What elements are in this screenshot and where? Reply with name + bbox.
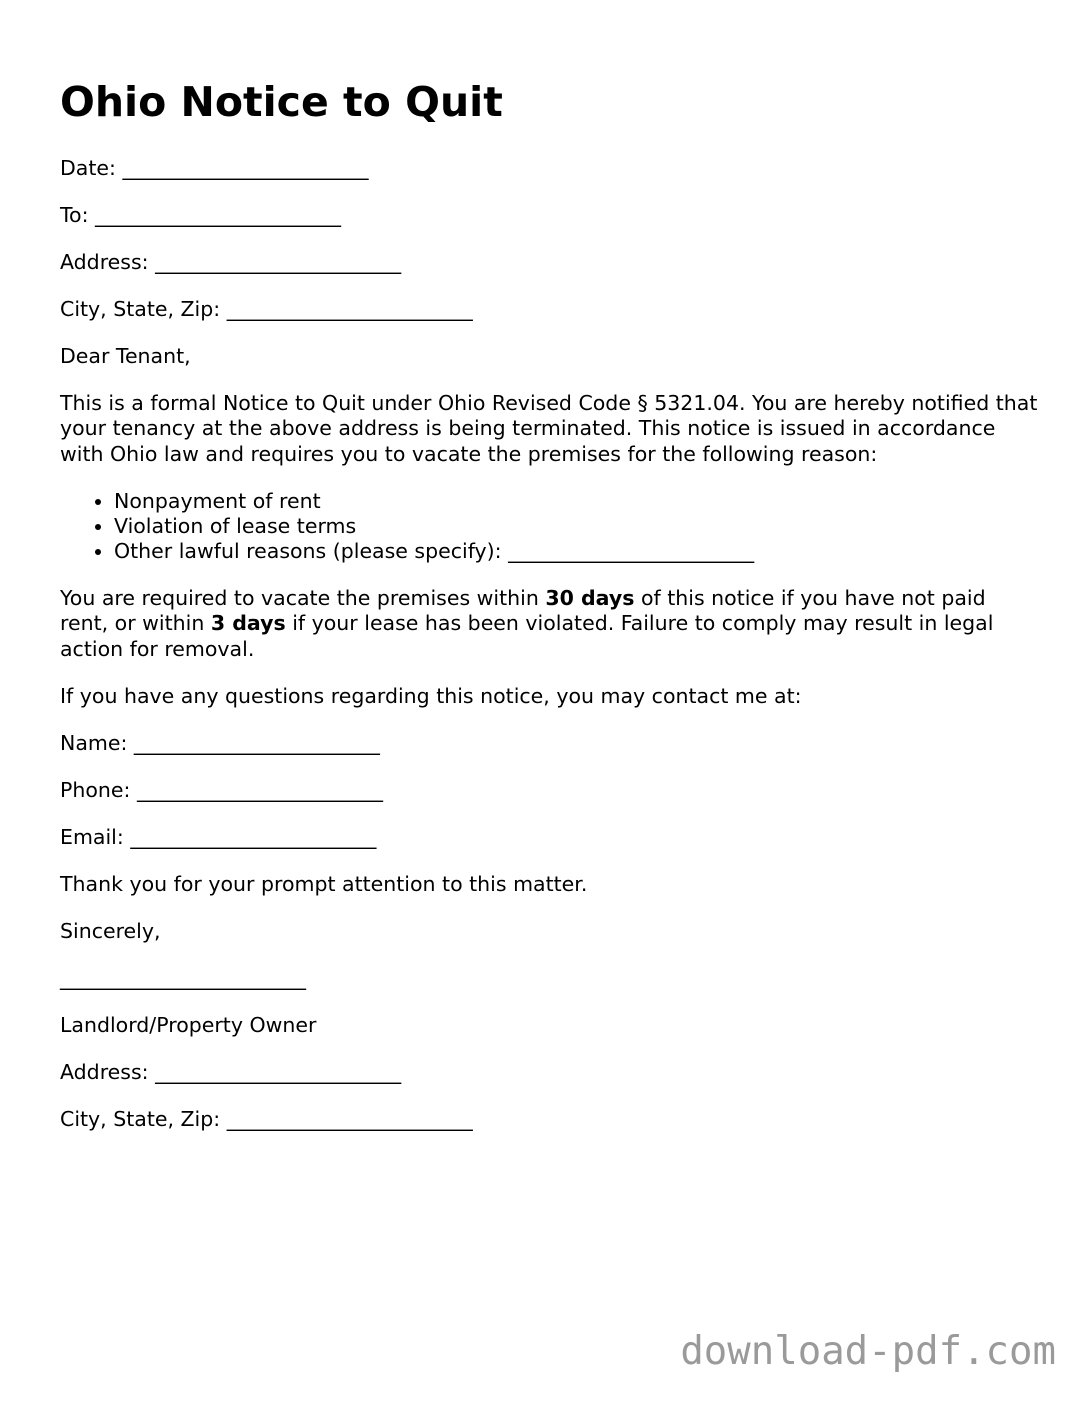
closing: Sincerely, [60, 918, 161, 943]
list-item [114, 539, 1040, 564]
tenant-city-state-zip-label: City, State, Zip: [60, 296, 221, 321]
vacate-days-violation: 3 days [210, 611, 286, 636]
email-label: Email: [60, 824, 124, 849]
date-label: Date: [60, 156, 116, 180]
signer-role: Landlord/Property Owner [60, 1012, 317, 1037]
reason-lease-violation: Violation of lease terms [114, 513, 357, 538]
document-body [60, 156, 1040, 1132]
reason-other: Other lawful reasons (please specify): [114, 539, 502, 564]
tenant-city-state-zip-blank: ________________________ [226, 296, 473, 321]
reasons-list [60, 489, 1040, 565]
name-field [60, 731, 1040, 756]
email-field [60, 825, 1040, 850]
vacate-paragraph [60, 586, 1040, 662]
watermark-text: download-pdf.com [680, 1329, 1056, 1374]
landlord-city-state-zip-blank: ________________________ [226, 1106, 473, 1131]
signature-blank: ________________________ [60, 965, 306, 990]
landlord-city-state-zip-label: City, State, Zip: [60, 1106, 221, 1131]
vacate-text-2: of this notice if you have not paid rent, or within [60, 586, 986, 636]
vacate-days-nonpayment: 30 days [545, 586, 635, 611]
date-field [60, 156, 1040, 181]
intro-paragraph: This is a formal Notice to Quit under Ohio Revised Code § 5321.04. You are hereby notified that your tenancy at the above address is being terminated. This notice is issued in accordance with Ohio law and requires you to vacate the premises for the following reason: [60, 390, 1038, 466]
phone-label: Phone: [60, 777, 131, 802]
phone-blank: ________________________ [136, 777, 383, 802]
landlord-address-field [60, 1060, 1040, 1085]
phone-field [60, 778, 1040, 803]
vacate-text-3: if your lease has been violated. Failure to comply may result in legal action for removal. [60, 611, 994, 661]
tenant-address-field [60, 250, 1040, 275]
to-label: To: [60, 202, 89, 227]
thanks-line: Thank you for your prompt attention to this matter. [60, 871, 588, 896]
contact-intro: If you have any questions regarding this notice, you may contact me at: [60, 683, 802, 708]
to-field [60, 203, 1040, 228]
landlord-address-label: Address: [60, 1059, 149, 1084]
vacate-text-1: You are required to vacate the premises within [60, 586, 546, 611]
email-blank: ________________________ [130, 824, 377, 849]
to-blank: ________________________ [95, 202, 342, 227]
tenant-city-state-zip-field [60, 297, 1040, 322]
reason-other-blank: ________________________ [508, 539, 755, 564]
date-blank: ________________________ [122, 156, 369, 180]
tenant-address-label: Address: [60, 249, 149, 274]
name-label: Name: [60, 730, 128, 755]
landlord-city-state-zip-field [60, 1107, 1040, 1132]
document-title: Ohio Notice to Quit [60, 78, 503, 126]
list-item [114, 489, 1040, 514]
list-item [114, 514, 1040, 539]
tenant-address-blank: ________________________ [155, 249, 402, 274]
name-blank: ________________________ [133, 730, 380, 755]
landlord-address-blank: ________________________ [155, 1059, 402, 1084]
salutation: Dear Tenant, [60, 343, 191, 368]
reason-nonpayment: Nonpayment of rent [114, 488, 321, 513]
